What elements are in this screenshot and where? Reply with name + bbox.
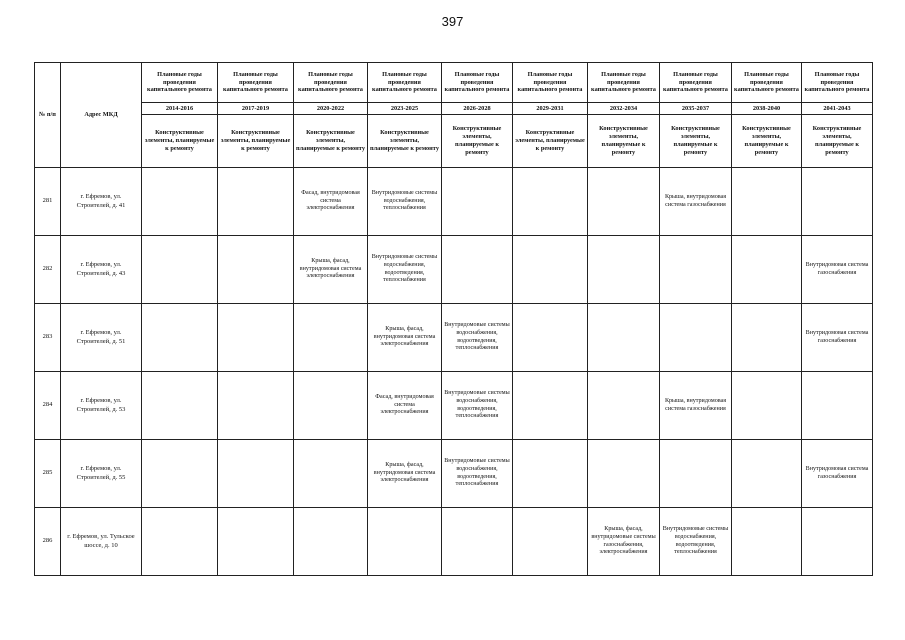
work-cell — [142, 440, 218, 508]
work-cell: Крыша, фасад, внутридомовая система электроснабжения — [368, 440, 442, 508]
elements-header-row — [35, 115, 873, 168]
work-cell — [660, 440, 732, 508]
period-title-header: Плановые годы проведения капитального ремонта — [513, 63, 588, 103]
address-cell: г. Ефремов, ул. Строителей, д. 51 — [61, 304, 142, 372]
work-cell — [513, 372, 588, 440]
work-cell — [294, 440, 368, 508]
work-cell — [513, 236, 588, 304]
work-cell — [218, 508, 294, 576]
work-cell: Внутридомовые системы водоснабжения, водоотведения, теплоснабжения — [660, 508, 732, 576]
elements-header: Конструктивные элементы, планируемые к ремонту — [368, 115, 442, 168]
work-cell — [513, 508, 588, 576]
work-cell — [218, 372, 294, 440]
work-cell — [218, 440, 294, 508]
work-cell — [588, 440, 660, 508]
period-years-header: 2020-2022 — [294, 103, 368, 115]
work-cell: Внутридомовые системы водоснабжения, водоотведения, теплоснабжения — [442, 440, 513, 508]
work-cell — [142, 304, 218, 372]
work-cell — [142, 508, 218, 576]
work-cell: Фасад, внутридомовая система электроснабжения — [368, 372, 442, 440]
work-cell — [218, 236, 294, 304]
work-cell: Внутридомовые системы водоснабжения, теплоснабжения — [368, 168, 442, 236]
row-number: 282 — [35, 236, 61, 304]
work-cell — [513, 168, 588, 236]
elements-header: Конструктивные элементы, планируемые к ремонту — [142, 115, 218, 168]
work-cell — [588, 372, 660, 440]
work-cell: Крыша, фасад, внутридомовые системы газоснабжения, электроснабжения — [588, 508, 660, 576]
work-cell: Внутридомовая система газоснабжения — [802, 440, 873, 508]
row-number: 286 — [35, 508, 61, 576]
period-years-header: 2035-2037 — [660, 103, 732, 115]
table-row — [35, 236, 873, 304]
work-cell — [588, 168, 660, 236]
period-title-header: Плановые годы проведения капитального ремонта — [294, 63, 368, 103]
work-cell — [218, 304, 294, 372]
elements-header: Конструктивные элементы, планируемые к ремонту — [513, 115, 588, 168]
work-cell — [588, 236, 660, 304]
work-cell — [442, 236, 513, 304]
period-years-header: 2014-2016 — [142, 103, 218, 115]
address-cell: г. Ефремов, ул. Строителей, д. 55 — [61, 440, 142, 508]
period-title-header: Плановые годы проведения капитального ремонта — [442, 63, 513, 103]
period-title-header: Плановые годы проведения капитального ремонта — [732, 63, 802, 103]
elements-header: Конструктивные элементы, планируемые к ремонту — [218, 115, 294, 168]
work-cell — [660, 236, 732, 304]
work-cell — [513, 304, 588, 372]
work-cell — [142, 236, 218, 304]
work-cell — [294, 508, 368, 576]
period-title-header: Плановые годы проведения капитального ремонта — [142, 63, 218, 103]
work-cell — [142, 168, 218, 236]
row-number: 283 — [35, 304, 61, 372]
row-number: 281 — [35, 168, 61, 236]
address-cell: г. Ефремов, ул. Строителей, д. 43 — [61, 236, 142, 304]
work-cell — [294, 372, 368, 440]
work-cell — [442, 168, 513, 236]
elements-header: Конструктивные элементы, планируемые к ремонту — [294, 115, 368, 168]
table-row — [35, 440, 873, 508]
work-cell — [588, 304, 660, 372]
elements-header: Конструктивные элементы, планируемые к ремонту — [442, 115, 513, 168]
work-cell — [294, 304, 368, 372]
work-cell: Крыша, фасад, внутридомовая система электроснабжения — [368, 304, 442, 372]
work-cell: Крыша, внутридомовая система газоснабжения — [660, 168, 732, 236]
work-cell — [732, 304, 802, 372]
work-cell — [732, 236, 802, 304]
address-header: Адрес МКД — [61, 63, 142, 168]
page-number: 397 — [441, 14, 464, 29]
elements-header: Конструктивные элементы, планируемые к ремонту — [802, 115, 873, 168]
work-cell: Крыша, внутридомовая система газоснабжения — [660, 372, 732, 440]
work-cell — [142, 372, 218, 440]
work-cell: Крыша, фасад, внутридомовая система электроснабжения — [294, 236, 368, 304]
period-years-header: 2041-2043 — [802, 103, 873, 115]
work-cell — [732, 372, 802, 440]
period-title-header: Плановые годы проведения капитального ремонта — [588, 63, 660, 103]
work-cell — [368, 508, 442, 576]
work-cell — [660, 304, 732, 372]
work-cell — [732, 508, 802, 576]
address-cell: г. Ефремов, ул. Строителей, д. 41 — [61, 168, 142, 236]
elements-header: Конструктивные элементы, планируемые к ремонту — [660, 115, 732, 168]
years-header-row — [35, 103, 873, 115]
work-cell: Внутридомовые системы водоснабжения, водоотведения, теплоснабжения — [442, 372, 513, 440]
table-row — [35, 168, 873, 236]
period-title-header: Плановые годы проведения капитального ремонта — [368, 63, 442, 103]
elements-header: Конструктивные элементы, планируемые к ремонту — [732, 115, 802, 168]
row-number: 284 — [35, 372, 61, 440]
address-cell: г. Ефремов, ул. Строителей, д. 53 — [61, 372, 142, 440]
row-number: 285 — [35, 440, 61, 508]
repair-schedule-table — [34, 62, 873, 576]
work-cell — [802, 168, 873, 236]
period-years-header: 2023-2025 — [368, 103, 442, 115]
period-title-header: Плановые годы проведения капитального ремонта — [218, 63, 294, 103]
work-cell: Фасад, внутридомовая система электроснабжения — [294, 168, 368, 236]
period-years-header: 2017-2019 — [218, 103, 294, 115]
period-years-header: 2026-2028 — [442, 103, 513, 115]
work-cell: Внутридомовые системы водоснабжения, водоотведения, теплоснабжения — [442, 304, 513, 372]
work-cell — [513, 440, 588, 508]
work-cell — [732, 440, 802, 508]
work-cell: Внутридомовые системы водоснабжения, водоотведения, теплоснабжения — [368, 236, 442, 304]
row-number-header: № п/п — [35, 63, 61, 168]
period-years-header: 2032-2034 — [588, 103, 660, 115]
period-years-header: 2029-2031 — [513, 103, 588, 115]
work-cell: Внутридомовая система газоснабжения — [802, 304, 873, 372]
work-cell — [442, 508, 513, 576]
table-row — [35, 508, 873, 576]
period-title-header: Плановые годы проведения капитального ремонта — [660, 63, 732, 103]
work-cell — [802, 372, 873, 440]
table-row — [35, 372, 873, 440]
work-cell — [802, 508, 873, 576]
work-cell — [218, 168, 294, 236]
work-cell: Внутридомовая система газоснабжения — [802, 236, 873, 304]
period-title-header: Плановые годы проведения капитального ремонта — [802, 63, 873, 103]
table-row — [35, 304, 873, 372]
elements-header: Конструктивные элементы, планируемые к ремонту — [588, 115, 660, 168]
period-years-header: 2038-2040 — [732, 103, 802, 115]
work-cell — [732, 168, 802, 236]
address-cell: г. Ефремов, ул. Тульское шоссе, д. 10 — [61, 508, 142, 576]
period-header-row — [35, 63, 873, 103]
